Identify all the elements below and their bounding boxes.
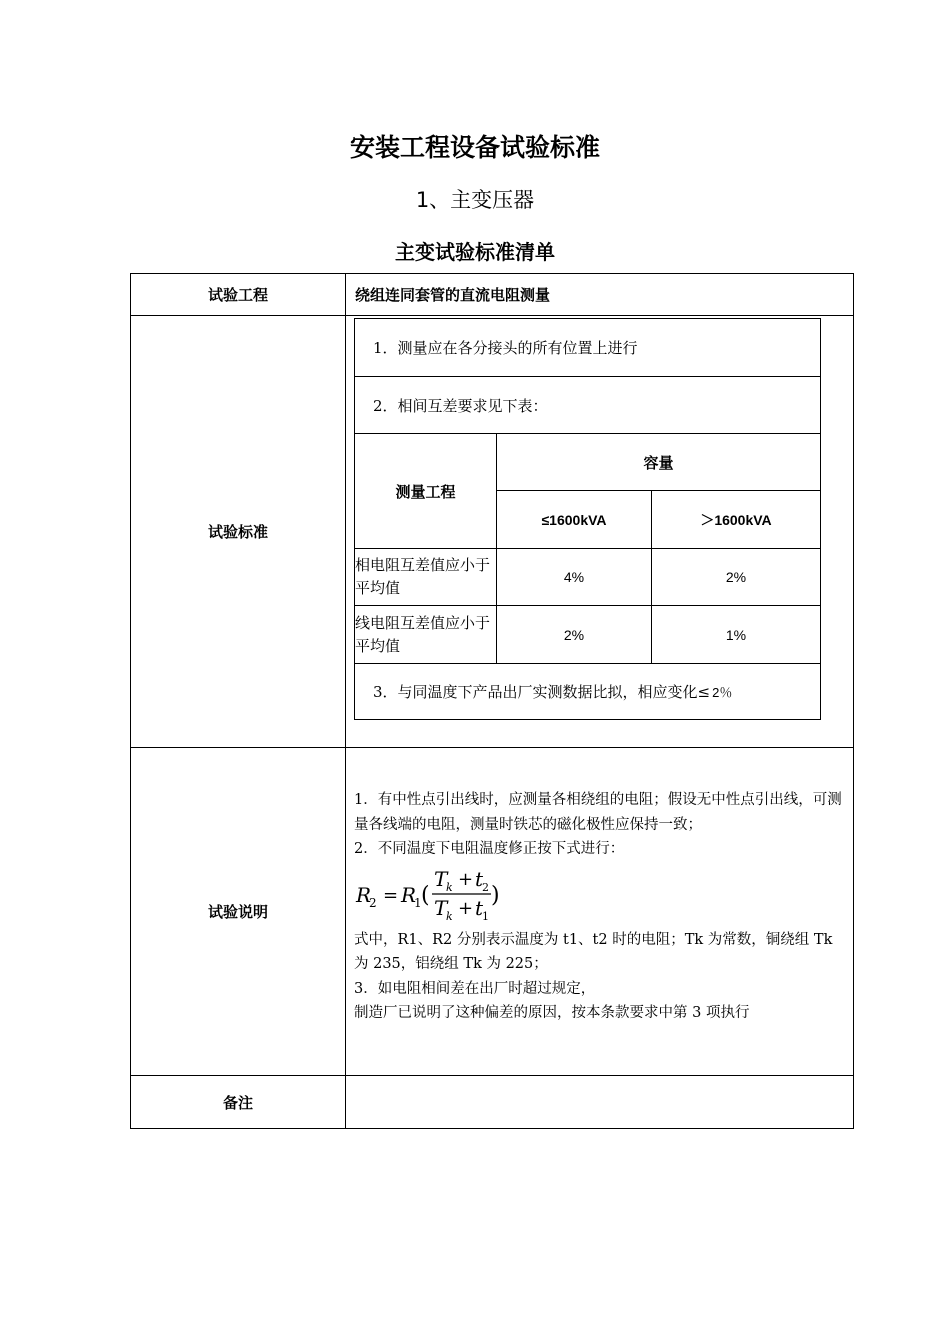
formula-den-plus: + xyxy=(458,897,474,919)
formula-r: R xyxy=(401,882,417,907)
subtable-header-capacity: 容量 xyxy=(496,433,821,491)
row-label-text: 试验标准 xyxy=(207,523,268,541)
notes-paragraph-4: 3．如电阻相间差在出厂时超过规定， xyxy=(354,980,596,997)
document-title: 安装工程设备试验标准 xyxy=(349,133,600,162)
formula-num-plus: + xyxy=(458,868,474,890)
formula-num-t: t xyxy=(475,866,484,891)
subtable-row-name: 相电阻互差值应小于平均值 xyxy=(354,548,497,606)
notes-paragraph-3: 式中，R1、R2 分别表示温度为 t1、t2 时的电阻；Tk 为常数，铜绕组 Tk 为 235，铝绕组 Tk 为 225； xyxy=(354,931,833,972)
formula-lhs: R xyxy=(356,882,372,907)
notes-paragraph-1: 1．有中性点引出线时，应测量各相绕组的电阻；假设无中性点引出线，可测量各线端的电阻，测量时铁芯的磁化极性应保持一致； xyxy=(354,792,842,833)
notes-content xyxy=(354,788,848,1026)
item3-value: 2％ xyxy=(712,685,733,700)
formula-rparen: ) xyxy=(491,882,500,908)
subtable-header-low: ≤1600kVA xyxy=(496,490,652,549)
standard-item-3: 3．与同温度下产品出厂实测数据比拟，相应变化≤ 2％ xyxy=(354,663,821,720)
formula-num-k: k xyxy=(446,880,453,894)
formula-den-t: t xyxy=(475,895,484,920)
row-value-remarks xyxy=(345,1075,854,1129)
formula-lhs-sub: 2 xyxy=(369,895,377,910)
formula-eq: = xyxy=(383,884,399,906)
standard-item-2: 2．相间互差要求见下表： xyxy=(354,376,821,434)
notes-paragraph-5: 制造厂已说明了这种偏差的原因，按本条款要求中第 3 项执行 xyxy=(354,1005,750,1021)
formula-num-T: T xyxy=(434,866,448,891)
row-label-test-item xyxy=(130,273,346,316)
formula-den-k: k xyxy=(446,909,453,923)
subtable-row-name: 线电阻互差值应小于平均值 xyxy=(354,605,497,664)
row-label-remarks xyxy=(130,1075,346,1129)
formula-den-T: T xyxy=(434,895,448,920)
subtable-header-high: ＞1600kVA xyxy=(651,490,821,549)
formula-r-sub: 1 xyxy=(414,895,422,910)
subtable-cell: 2% xyxy=(651,548,821,606)
section-heading: 1、主变压器 xyxy=(415,188,535,212)
row-label-text: 试验工程 xyxy=(207,286,268,304)
row-value-text: 绕组连同套管的直流电阻测量 xyxy=(355,286,551,304)
row-label-text: 备注 xyxy=(222,1093,253,1112)
formula-lparen: ( xyxy=(421,882,430,908)
row-label-notes xyxy=(130,747,346,1076)
standard-item-1: 1．测量应在各分接头的所有位置上进行 xyxy=(354,318,821,377)
row-value-test-item xyxy=(345,273,854,316)
temperature-correction-formula xyxy=(354,864,848,926)
subtable-cell: 4% xyxy=(496,548,652,606)
table-title: 主变试验标准清单 xyxy=(395,240,555,264)
subtable-cell: 2% xyxy=(496,605,652,664)
formula-num-sub: 2 xyxy=(482,880,489,894)
subtable-cell: 1% xyxy=(651,605,821,664)
subtable-header-measure: 测量工程 xyxy=(354,433,497,549)
row-label-standard xyxy=(130,315,346,748)
formula-den-sub: 1 xyxy=(482,909,489,923)
notes-paragraph-2: 2．不同温度下电阻温度修正按下式进行： xyxy=(354,841,625,857)
row-label-text: 试验说明 xyxy=(207,903,268,921)
